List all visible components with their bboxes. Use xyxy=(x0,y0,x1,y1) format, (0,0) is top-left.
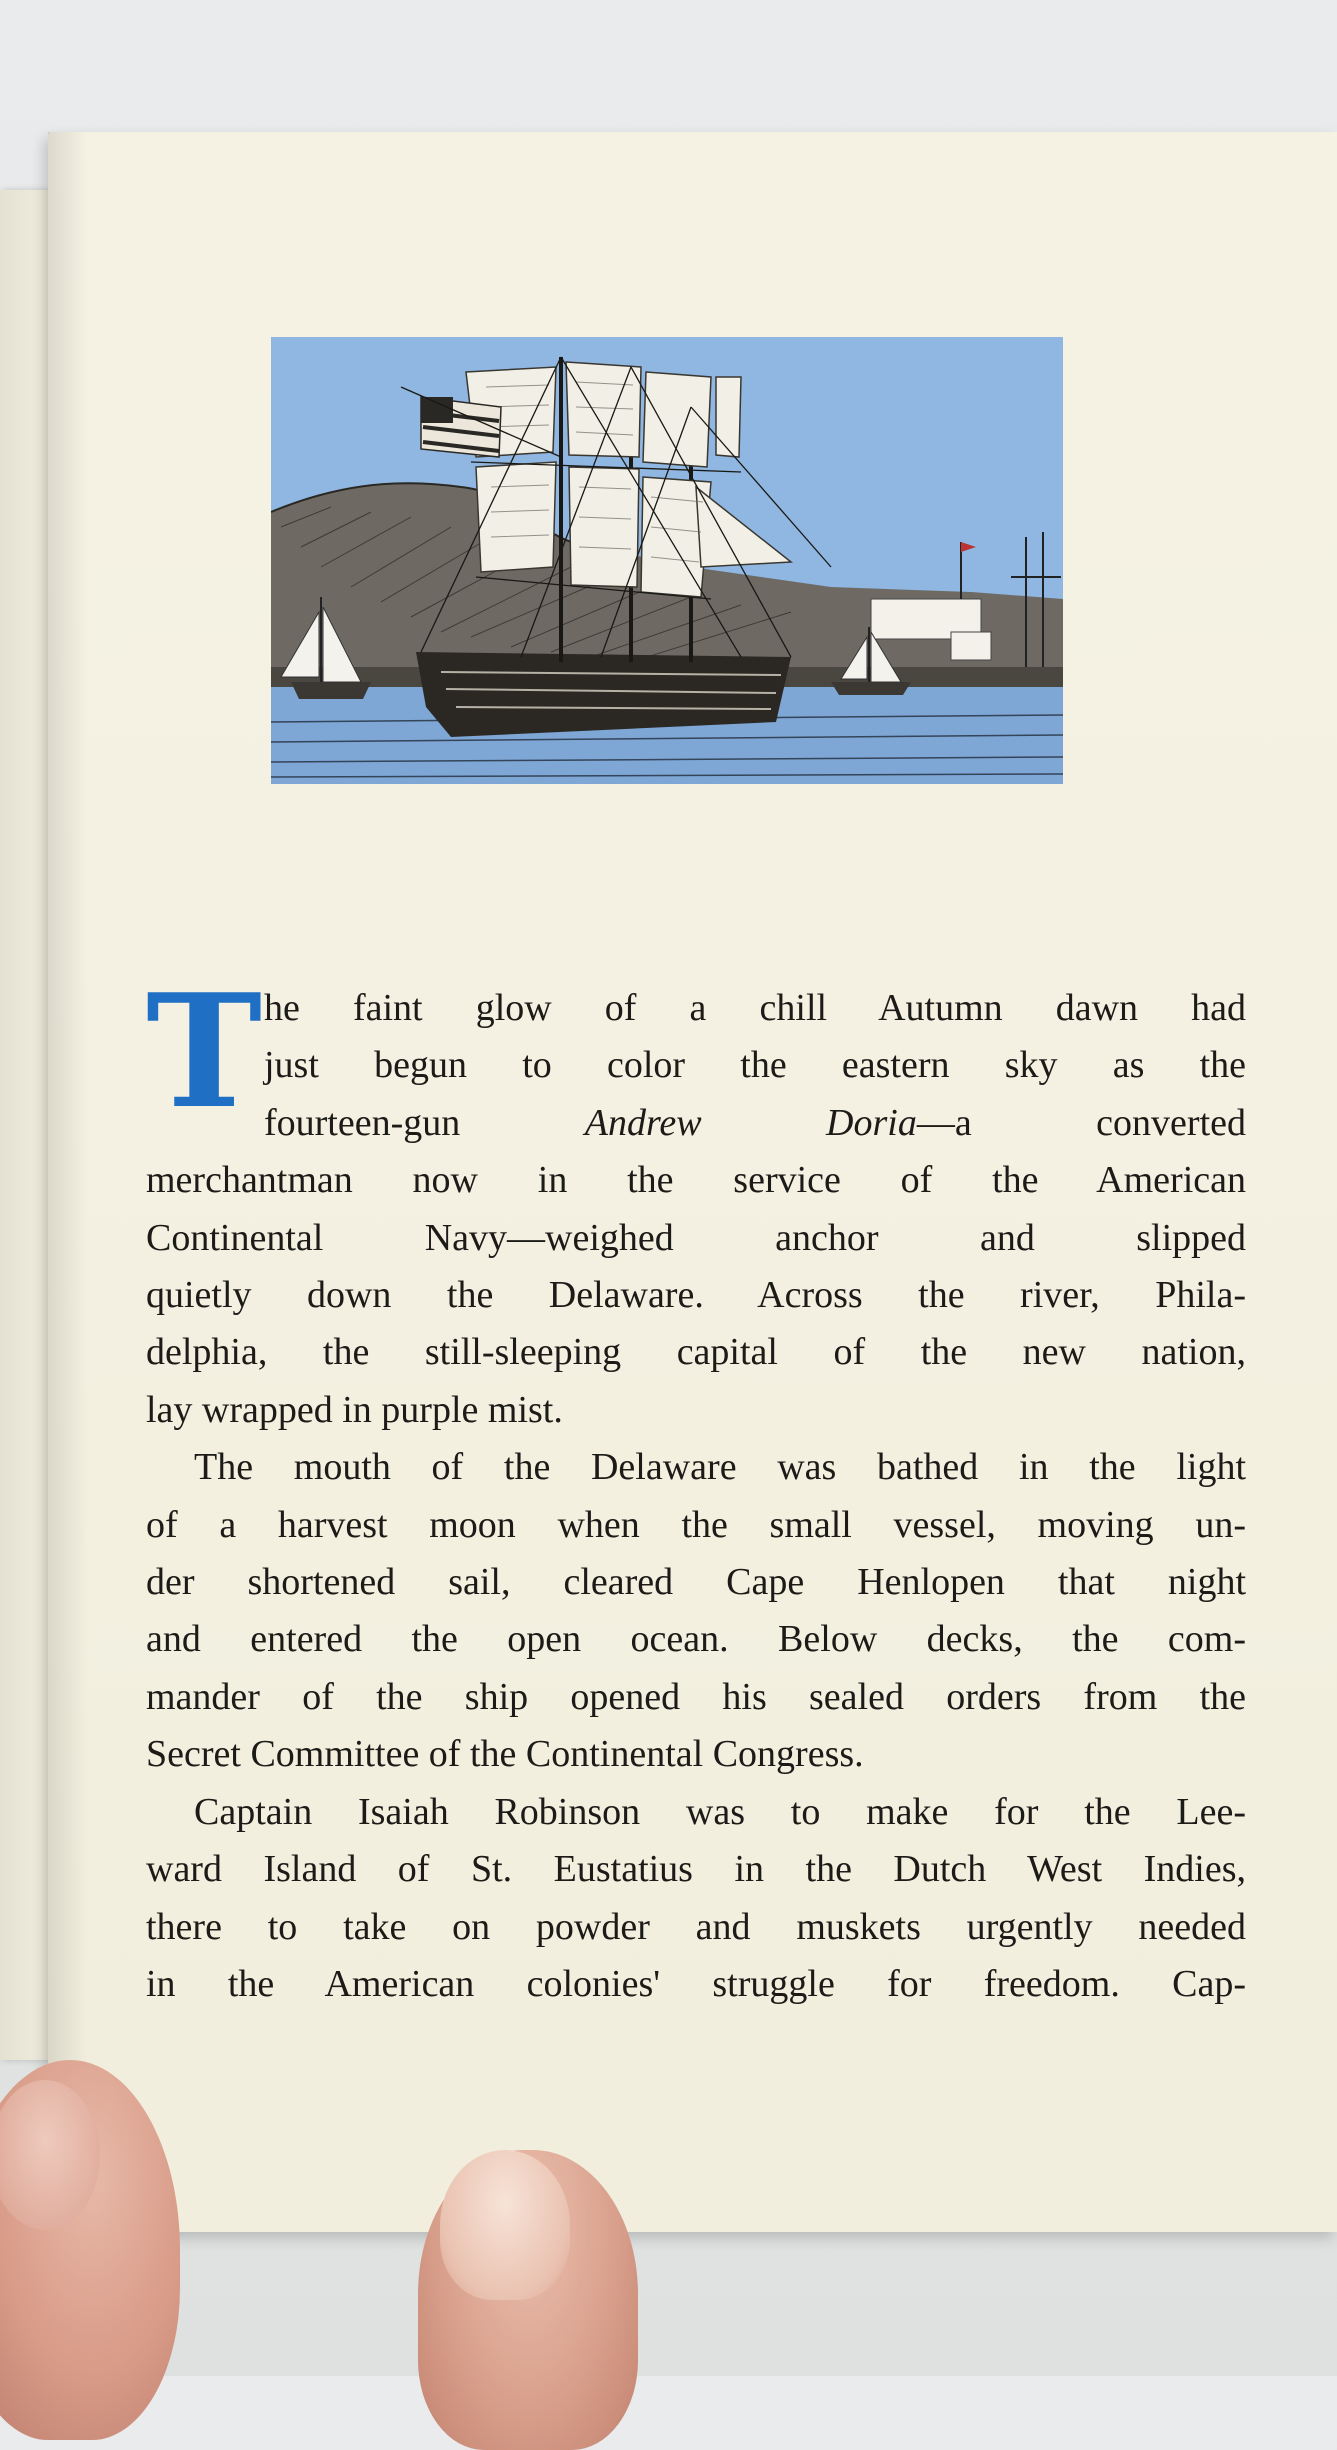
right-fingernail xyxy=(440,2150,570,2300)
text-line xyxy=(146,1095,1246,1152)
text-line: delphia, the still-sleeping capital of the new nation, xyxy=(146,1331,1246,1374)
drop-cap: T xyxy=(146,960,263,1143)
text-line: mander of the ship opened his sealed orders from the xyxy=(146,1675,1246,1718)
text-line: he faint glow of a chill Autumn dawn had xyxy=(264,987,1246,1029)
text-line: der shortened sail, cleared Cape Henlopen that night xyxy=(146,1561,1246,1604)
text-line: lay wrapped in purple mist. xyxy=(146,1388,563,1431)
text-line: quietly down the Delaware. Across the river, Phila- xyxy=(146,1274,1246,1317)
sailing-ship-illustration xyxy=(271,337,1063,784)
text-line: in the American colonies' struggle for freedom. Cap- xyxy=(146,1962,1246,2005)
text-line: of a harvest moon when the small vessel, moving un- xyxy=(146,1503,1246,1546)
text-line: Continental Navy—weighed anchor and slipped xyxy=(146,1216,1246,1259)
paragraph-1 xyxy=(146,960,1246,1439)
paragraph-2 xyxy=(146,1439,1246,1783)
text-line: and entered the open ocean. Below decks, the com- xyxy=(146,1618,1246,1661)
book-page xyxy=(48,132,1337,2232)
text-line: Captain Isaiah Robinson was to make for the Lee- xyxy=(194,1790,1246,1833)
text-line: The mouth of the Delaware was bathed in the light xyxy=(194,1446,1246,1489)
text-line: just begun to color the eastern sky as the xyxy=(264,1044,1246,1087)
paragraph-3 xyxy=(146,1784,1246,2014)
text-line: ward Island of St. Eustatius in the Dutch West Indies, xyxy=(146,1848,1246,1891)
text-segment: —a converted xyxy=(916,1101,1246,1144)
text-line: Secret Committee of the Continental Congress. xyxy=(146,1733,864,1776)
text-segment: fourteen-gun xyxy=(264,1101,585,1144)
ship-engraving-icon xyxy=(271,337,1063,784)
body-text xyxy=(146,960,1246,2013)
text-line: there to take on powder and muskets urgently needed xyxy=(146,1905,1246,1948)
ship-name: Andrew Doria xyxy=(584,1101,917,1144)
text-line: merchantman now in the service of the American xyxy=(146,1159,1246,1202)
